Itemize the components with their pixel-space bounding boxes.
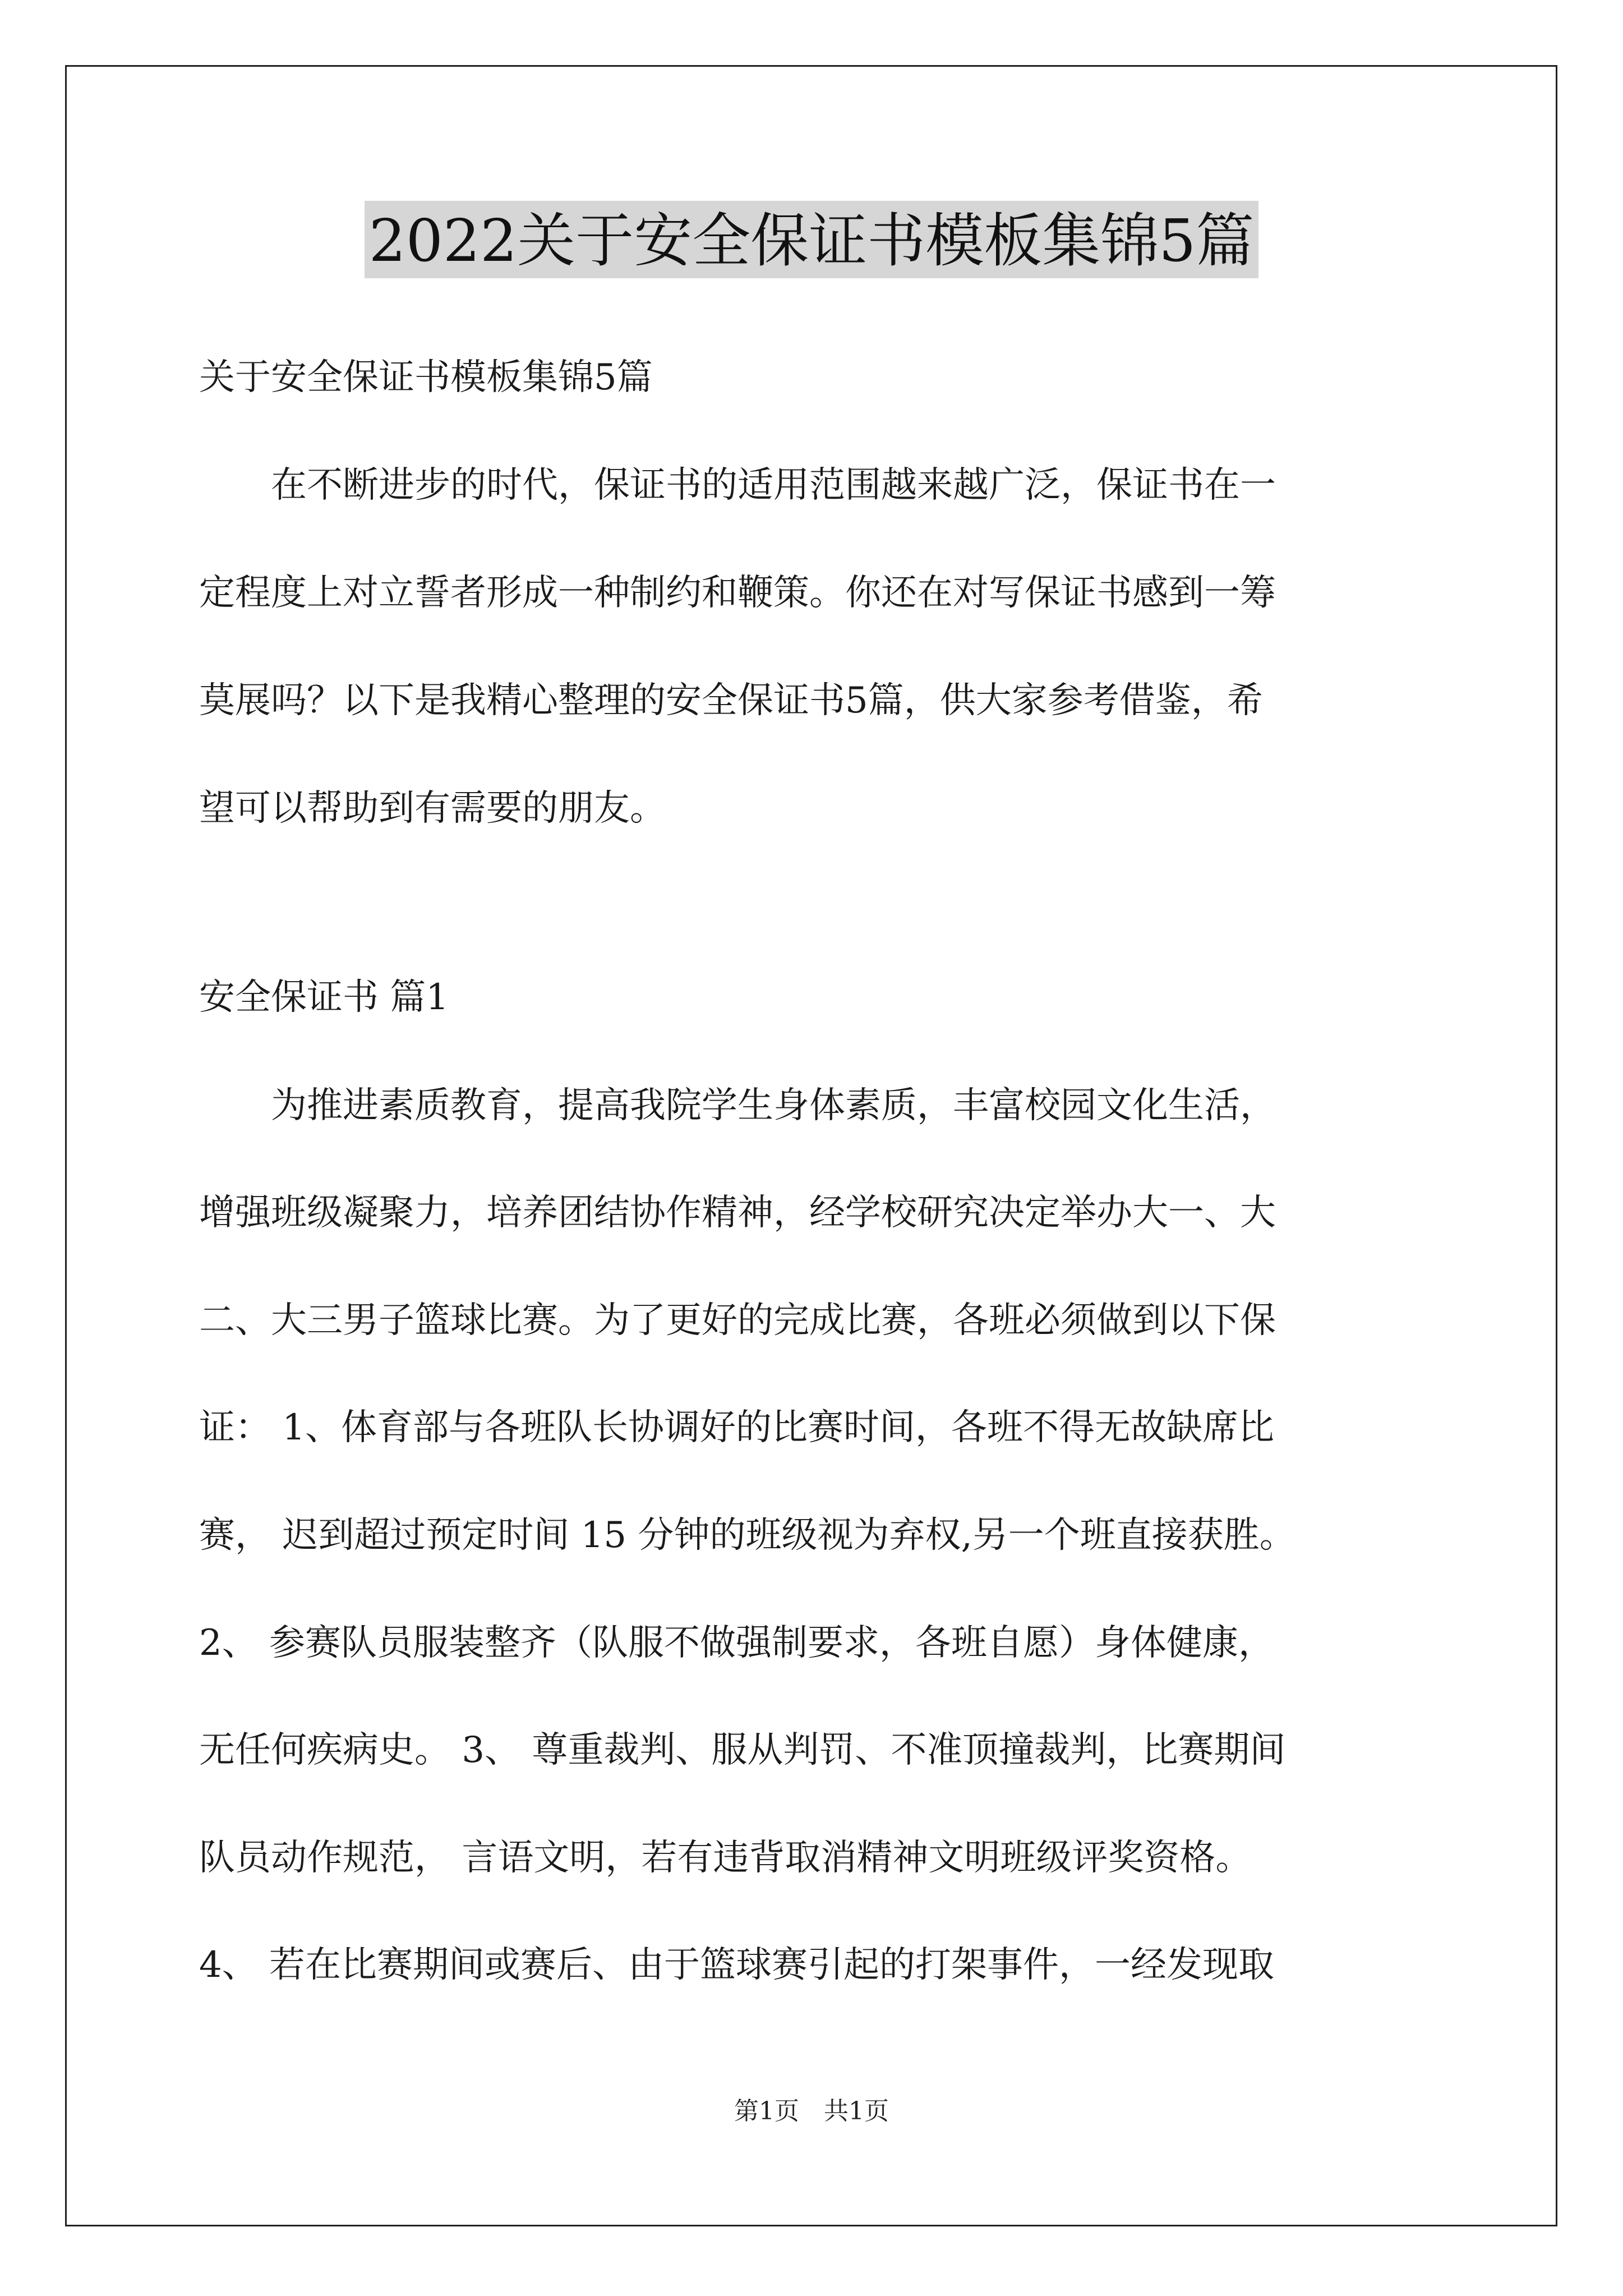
page-footer: 第1页 共1页 [734, 2097, 889, 2125]
body-line: 二、大三男子篮球比赛。为了更好的完成比赛，各班必须做到以下保 [199, 1300, 1276, 1341]
body-line: 队员动作规范， 言语文明，若有违背取消精神文明班级评奖资格。 [199, 1837, 1252, 1879]
body-line: 为推进素质教育，提高我院学生身体素质，丰富校园文化生活， [199, 1085, 1276, 1126]
subtitle: 关于安全保证书模板集锦5篇 [199, 357, 653, 398]
body-line: 4、 若在比赛期间或赛后、由于篮球赛引起的打架事件，一经发现取 [199, 1944, 1275, 1986]
body-line: 无任何疾病史。 3、 尊重裁判、服从判罚、不准顶撞裁判，比赛期间 [199, 1729, 1286, 1771]
section-heading: 安全保证书 篇1 [199, 977, 449, 1018]
intro-line: 在不断进步的时代，保证书的适用范围越来越广泛，保证书在一 [199, 464, 1276, 506]
body-line: 赛， 迟到超过预定时间 15 分钟的班级视为弃权,另一个班直接获胜。 [199, 1515, 1295, 1556]
body-line: 2、 参赛队员服装整齐（队服不做强制要求，各班自愿）身体健康， [199, 1622, 1275, 1664]
document-title: 2022关于安全保证书模板集锦5篇 [365, 201, 1259, 278]
body-line: 增强班级凝聚力，培养团结协作精神，经学校研究决定举办大一、大 [199, 1192, 1276, 1234]
body-line: 证： 1、体育部与各班队长协调好的比赛时间，各班不得无故缺席比 [199, 1407, 1275, 1448]
intro-line: 望可以帮助到有需要的朋友。 [199, 788, 666, 829]
intro-line: 定程度上对立誓者形成一种制约和鞭策。你还在对写保证书感到一筹 [199, 572, 1276, 614]
intro-line: 莫展吗？以下是我精心整理的安全保证书5篇，供大家参考借鉴，希 [199, 680, 1263, 721]
